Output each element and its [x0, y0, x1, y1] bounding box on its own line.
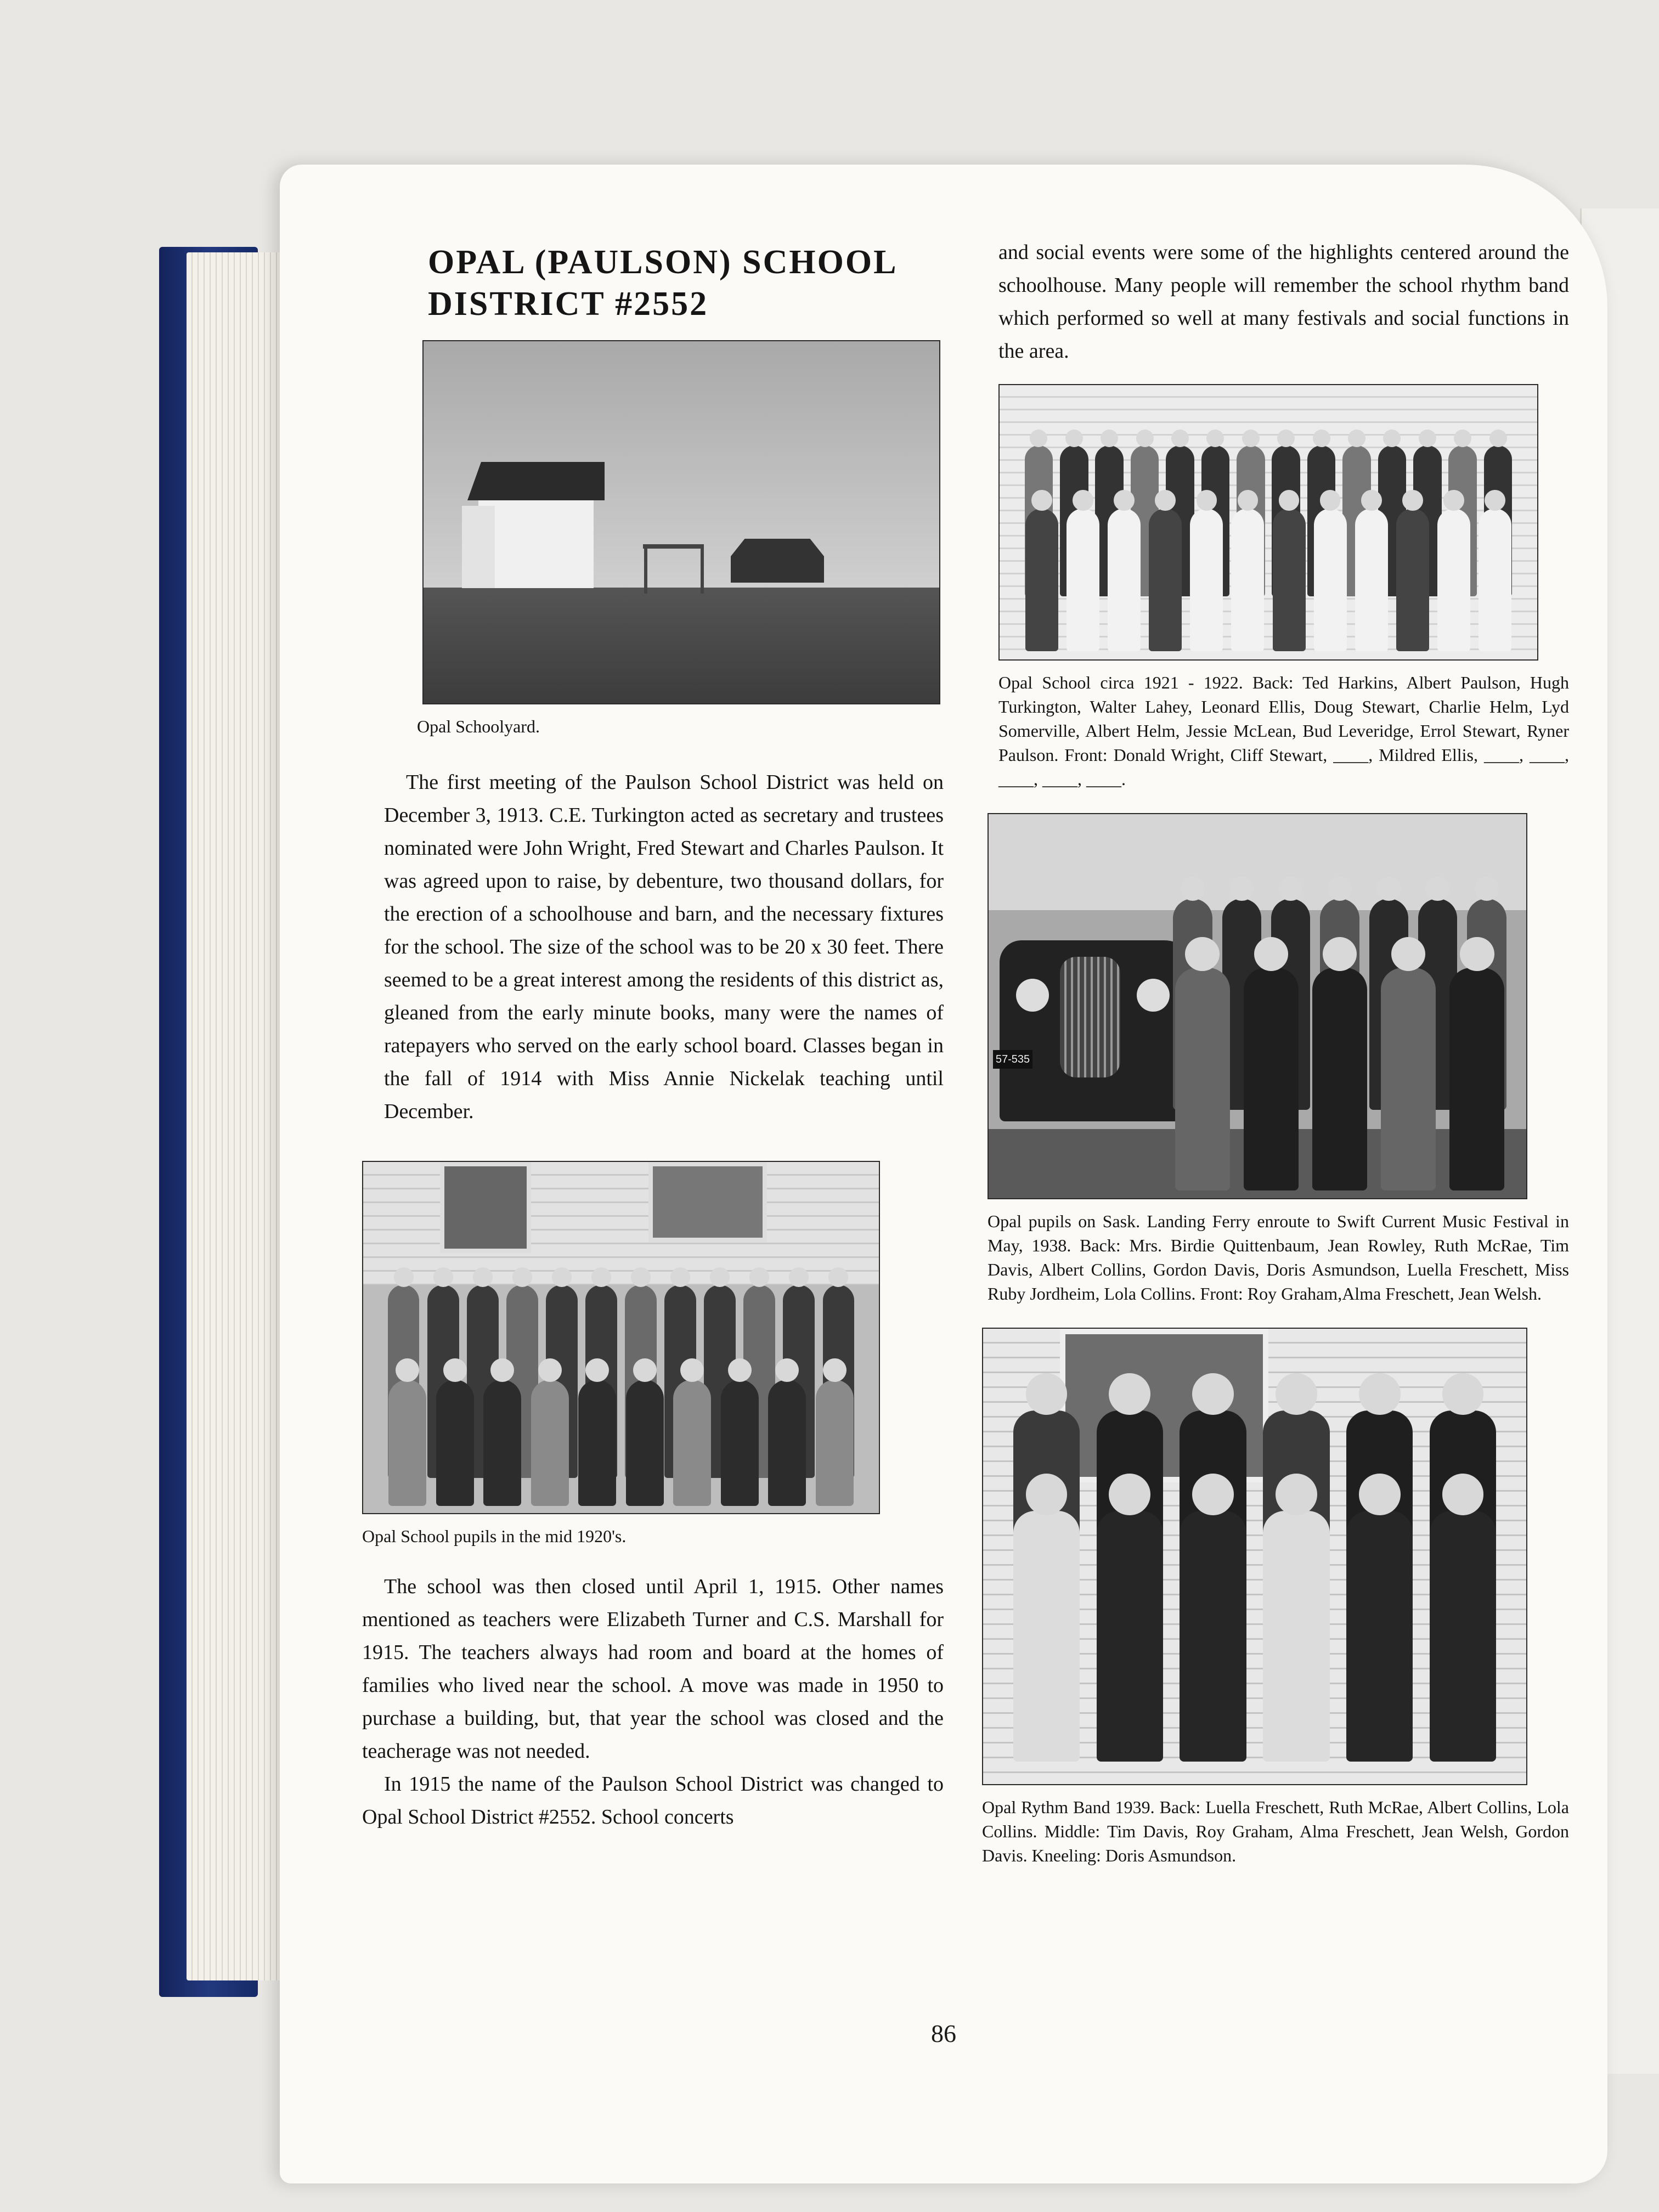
person-head [631, 1267, 651, 1287]
left-column [362, 241, 944, 1833]
person-silhouette [1149, 509, 1182, 651]
person-head [1359, 1474, 1401, 1515]
license-plate: 57-535 [993, 1050, 1032, 1069]
person-silhouette [1231, 509, 1264, 651]
person-silhouette [1097, 1511, 1163, 1762]
person-silhouette [1190, 509, 1223, 651]
person-silhouette [531, 1380, 569, 1506]
person-head [1383, 430, 1401, 447]
person-silhouette [1381, 968, 1436, 1190]
person-head [1192, 1373, 1234, 1415]
person-silhouette [1025, 509, 1058, 651]
person-head [1443, 490, 1464, 511]
person-head [823, 1358, 847, 1382]
person-silhouette [1108, 509, 1141, 651]
person-silhouette [436, 1380, 474, 1506]
person-head [1361, 490, 1382, 511]
person-head [1475, 877, 1499, 901]
person-head [1073, 490, 1093, 511]
person-head [670, 1267, 690, 1287]
person-head [1136, 430, 1154, 447]
person-head [1109, 1373, 1150, 1415]
person-head [1320, 490, 1341, 511]
person-head [1229, 877, 1254, 901]
person-head [1031, 490, 1052, 511]
person-silhouette [1355, 509, 1388, 651]
person-head [1489, 430, 1507, 447]
person-silhouette [578, 1380, 616, 1506]
ferry-1938-photo [988, 813, 1527, 1199]
person-silhouette [1346, 1511, 1413, 1762]
person-silhouette [1312, 968, 1367, 1190]
person-head [1277, 430, 1295, 447]
person-head [1278, 877, 1303, 901]
person-silhouette [721, 1380, 759, 1506]
school-1921-photo [998, 384, 1538, 661]
person-head [1376, 877, 1401, 901]
right-column [982, 236, 1569, 1867]
person-head [1026, 1373, 1068, 1415]
person-silhouette [388, 1380, 426, 1506]
person-silhouette [1013, 1511, 1080, 1762]
school-1921-caption: Opal School circa 1921 - 1922. Back: Ted Harkins, Albert Paulson, Hugh Turkington, Walter Lahey, Leonard Ellis, Doug Stewart, Charlie Helm, Lyd Somerville, Albert Helm, Jessie McLean, Bud Leveridge, Errol Stewart, Ryner Paulson. Front: Donald Wright, Cliff Stewart, ____, Mildred Ellis, ____, ____, ____, ____, ____. [998, 673, 1569, 789]
person-head [1485, 490, 1505, 511]
person-head [1442, 1373, 1484, 1415]
person-head [710, 1267, 730, 1287]
person-head [680, 1358, 704, 1382]
person-head [512, 1267, 532, 1287]
paragraph-name-changed: In 1915 the name of the Paulson School District was changed to Opal School District #2552. School concerts [362, 1773, 944, 1829]
person-head [552, 1267, 572, 1287]
person-silhouette [673, 1380, 711, 1506]
person-silhouette [483, 1380, 521, 1506]
person-head [1425, 877, 1450, 901]
person-head [1323, 937, 1357, 972]
page-title: OPAL (PAULSON) SCHOOL DISTRICT #2552 [428, 244, 896, 323]
person-head [1155, 490, 1176, 511]
person-silhouette [1479, 509, 1511, 651]
person-head [1419, 430, 1436, 447]
person-silhouette [626, 1380, 664, 1506]
person-head [1454, 430, 1471, 447]
person-silhouette [1263, 1511, 1329, 1762]
person-head [1030, 430, 1047, 447]
person-silhouette [1244, 968, 1299, 1190]
paragraph-school-closed: The school was then closed until April 1, 1915. Other names mentioned as teachers were Elizabeth Turner and C.S. Marshall for 1915. The teachers always had room and board at the homes of families who lived near the school. A move was made in 1950 to purchase a building, but, that year the school was closed and the teacherage was not needed. [362, 1575, 944, 1763]
person-silhouette [1437, 509, 1470, 651]
person-silhouette [1180, 1511, 1246, 1762]
person-head [828, 1267, 848, 1287]
person-head [1181, 877, 1205, 901]
person-head [1101, 430, 1118, 447]
person-head [1206, 430, 1224, 447]
person-head [1065, 430, 1083, 447]
ferry-1938-caption: Opal pupils on Sask. Landing Ferry enroute to Swift Current Music Festival in May, 1938. Back: Mrs. Birdie Quittenbaum, Jean Rowley, Ruth McRae, Tim Davis, Albert Collins, Gordon Davis, Doris Asmundson, Luella Freschett, Miss Ruby Jordheim, Lola Collins. Front: Roy Graham,Alma Freschett, Jean Welsh. [988, 1211, 1569, 1304]
person-head [1171, 430, 1189, 447]
person-head [749, 1267, 769, 1287]
person-head [1192, 1474, 1234, 1515]
rhythm-band-1939-photo [982, 1328, 1527, 1785]
person-silhouette [1430, 1511, 1496, 1762]
pupils-1920s-photo [362, 1161, 880, 1514]
person-head [1026, 1474, 1068, 1515]
person-head [1185, 937, 1220, 972]
person-head [1460, 937, 1494, 972]
person-head [633, 1358, 657, 1382]
paragraph-social-events: and social events were some of the highlights centered around the schoolhouse. Many people will remember the school rhythm band which performed so well at many festivals and social functions in the area. [998, 241, 1569, 363]
person-silhouette [1066, 509, 1099, 651]
person-head [538, 1358, 562, 1382]
person-silhouette [816, 1380, 854, 1506]
schoolyard-photo [422, 340, 940, 704]
person-head [1442, 1474, 1484, 1515]
person-head [394, 1267, 414, 1287]
person-head [473, 1267, 493, 1287]
person-head [1279, 490, 1300, 511]
person-head [1109, 1474, 1150, 1515]
page-number: 86 [931, 2019, 956, 2047]
person-head [443, 1358, 467, 1382]
pupils-1920s-caption: Opal School pupils in the mid 1920's. [362, 1526, 627, 1546]
person-head [1238, 490, 1259, 511]
person-head [1276, 1474, 1317, 1515]
paragraph-first-meeting: The first meeting of the Paulson School District was held on December 3, 1913. C.E. Turkington acted as secretary and trustees nominated were John Wright, Fred Stewart and Charles Paulson. It was agreed upon to raise, by debenture, two thousand dollars, for the erection of a schoolhouse and barn, and the necessary fixtures for the school. The size of the school was to be 20 x 30 feet. There seemed to be a great interest among the residents of this district as, gleaned from the early minute books, many were the names of ratepayers who served on the early school board. Classes began in the fall of 1914 with Miss Annie Nickelak teaching until December. [384, 771, 944, 1123]
person-head [1276, 1373, 1317, 1415]
rhythm-band-1939-caption: Opal Rythm Band 1939. Back: Luella Freschett, Ruth McRae, Albert Collins, Lola Collins. Middle: Tim Davis, Roy Graham, Alma Freschett, Jean Welsh, Gordon Davis. Kneeling: Doris Asmundson. [982, 1797, 1569, 1865]
schoolyard-caption: Opal Schoolyard. [417, 716, 540, 736]
person-silhouette [768, 1380, 806, 1506]
person-head [1242, 430, 1260, 447]
person-head [1391, 937, 1426, 972]
person-head [433, 1267, 453, 1287]
person-head [1348, 430, 1365, 447]
person-head [789, 1267, 809, 1287]
person-head [1197, 490, 1217, 511]
person-head [775, 1358, 799, 1382]
person-head [1328, 877, 1352, 901]
person-silhouette [1175, 968, 1230, 1190]
person-head [1359, 1373, 1401, 1415]
person-head [728, 1358, 752, 1382]
person-silhouette [1314, 509, 1347, 651]
person-silhouette [1449, 968, 1504, 1190]
person-silhouette [1396, 509, 1429, 651]
person-head [1254, 937, 1289, 972]
person-head [1313, 430, 1330, 447]
person-head [591, 1267, 611, 1287]
person-head [1114, 490, 1135, 511]
person-head [1402, 490, 1423, 511]
person-silhouette [1273, 509, 1306, 651]
